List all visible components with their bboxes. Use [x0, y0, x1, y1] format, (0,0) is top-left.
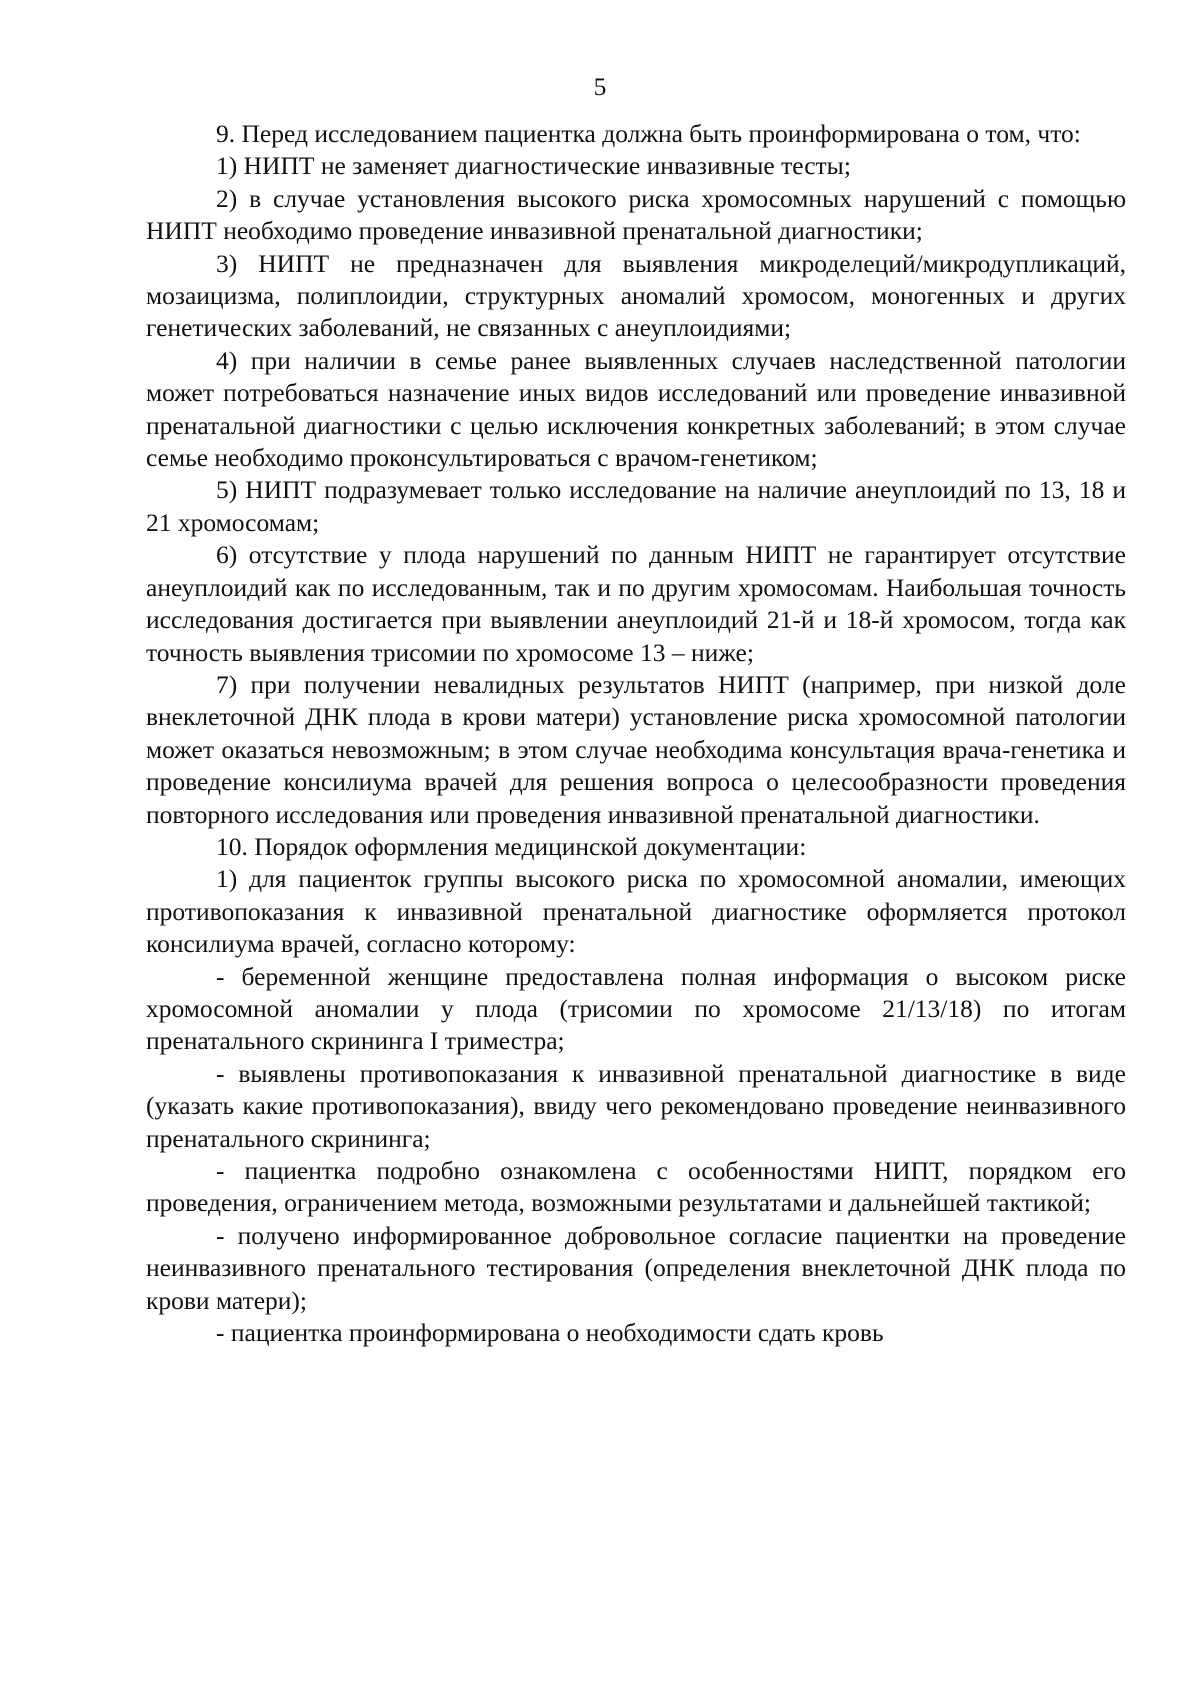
dash-item-3: - пациентка подробно ознакомлена с особенностями НИПТ, порядком его проведения, ограничением метода, возможными результатами и дальнейшей тактикой; [146, 1156, 1126, 1218]
list-item-3: 3) НИПТ не предназначен для выявления микроделеций/микродупликаций, мозаицизма, полиплоидии, структурных аномалий хромосом, моногенных и других генетических заболеваний, не связанных с анеуплоидиями; [146, 248, 1126, 343]
list-item-7: 7) при получении невалидных результатов НИПТ (например, при низкой доле внеклеточной ДНК плода в крови матери) установление риска хромосомной патологии может оказаться невозможным; в этом случае необходима консультация врача-генетика и проведение консилиума врачей для решения вопроса о целесообразности проведения повторного исследования или проведения инвазивной пренатальной диагностики. [146, 669, 1126, 829]
list-item-10-1: 1) для пациенток группы высокого риска по хромосомной аномалии, имеющих противопоказания к инвазивной пренатальной диагностике оформляется протокол консилиума врачей, согласно которому: [146, 864, 1126, 959]
paragraph-9-intro: 9. Перед исследованием пациентка должна быть проинформирована о том, что: [216, 119, 1081, 148]
dash-item-1: - беременной женщине предоставлена полная информация о высоком риске хромосомной аномалии у плода (трисомии по хромосоме 21/13/18) по итогам пренатального скрининга I триместра; [146, 961, 1126, 1056]
list-item-1: 1) НИПТ не заменяет диагностические инвазивные тесты; [216, 151, 851, 181]
page-number: 5 [593, 72, 607, 101]
paragraph-10-heading: 10. Порядок оформления медицинской документации: [216, 831, 807, 861]
list-item-6: 6) отсутствие у плода нарушений по данным НИПТ не гарантирует отсутствие анеуплоидий как по исследованным, так и по другим хромосомам. Наибольшая точность исследования достигается при выявлении анеуплоидий 21-й и 18-й хромосом, тогда как точность выявления трисомии по хромосоме 13 – ниже; [146, 540, 1126, 667]
list-item-2: 2) в случае установления высокого риска хромосомных нарушений с помощью НИПТ необходимо проведение инвазивной пренатальной диагностики; [146, 183, 1126, 246]
list-item-5: 5) НИПТ подразумевает только исследование на наличие анеуплоидий по 13, 18 и 21 хромосомам; [146, 475, 1126, 537]
dash-item-5: - пациентка проинформирована о необходимости сдать кровь [216, 1318, 884, 1348]
list-item-4: 4) при наличии в семье ранее выявленных случаев наследственной патологии может потребоваться назначение иных видов исследований или проведение инвазивной пренатальной диагностики с целью исключения конкретных заболеваний; в этом случае семье необходимо проконсультироваться с врачом-генетиком; [146, 345, 1126, 473]
dash-item-4: - получено информированное добровольное согласие пациентки на проведение неинвазивного пренатального тестирования (определения внеклеточной ДНК плода по крови матери); [146, 1220, 1126, 1315]
dash-item-2: - выявлены противопоказания к инвазивной пренатальной диагностике в виде (указать какие противопоказания), ввиду чего рекомендовано проведение неинвазивного пренатального скрининга; [146, 1058, 1126, 1153]
document-body [146, 118, 1126, 1349]
